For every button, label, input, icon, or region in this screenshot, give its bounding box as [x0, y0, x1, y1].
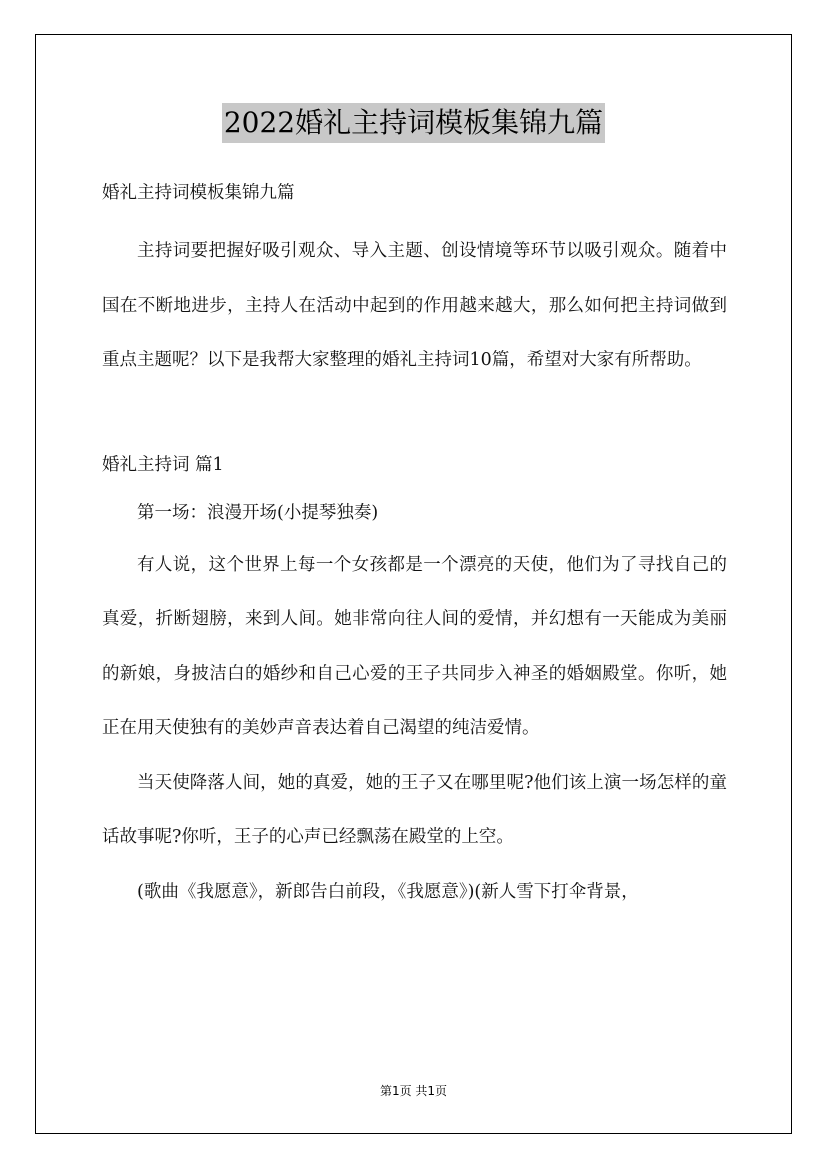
section-heading: 婚礼主持词 篇1	[102, 454, 224, 475]
page-footer: 第1页 共1页	[379, 1084, 448, 1098]
section-paragraph: 有人说，这个世界上每一个女孩都是一个漂亮的天使，他们为了寻找自己的真爱，折断翅膀，来到人间。她非常向往人间的爱情，并幻想有一天能成为美丽的新娘，身披洁白的婚纱和自己心爱的王子共同步入神圣的婚姻殿堂。你听，她正在用天使独有的美妙声音表达着自己渴望的纯洁爱情。	[102, 554, 727, 738]
document-title: 2022婚礼主持词模板集锦九篇	[222, 103, 605, 143]
document-body	[102, 170, 727, 919]
section-paragraph: 当天使降落人间，她的真爱，她的王子又在哪里呢?他们该上演一场怎样的童话故事呢?你听，王子的心声已经飘荡在殿堂的上空。	[102, 772, 727, 847]
intro-paragraph: 主持词要把握好吸引观众、导入主题、创设情境等环节以吸引观众。随着中国在不断地进步，主持人在活动中起到的作用越来越大，那么如何把主持词做到重点主题呢？以下是我帮大家整理的婚礼主持词10篇，希望对大家有所帮助。	[102, 241, 727, 370]
document-title-container	[0, 103, 827, 143]
section-paragraph: (歌曲《我愿意》，新郎告白前段，《我愿意》)(新人雪下打伞背景，	[137, 881, 639, 902]
section-paragraph: 第一场：浪漫开场(小提琴独奏)	[137, 502, 379, 523]
document-subtitle: 婚礼主持词模板集锦九篇	[102, 183, 295, 203]
